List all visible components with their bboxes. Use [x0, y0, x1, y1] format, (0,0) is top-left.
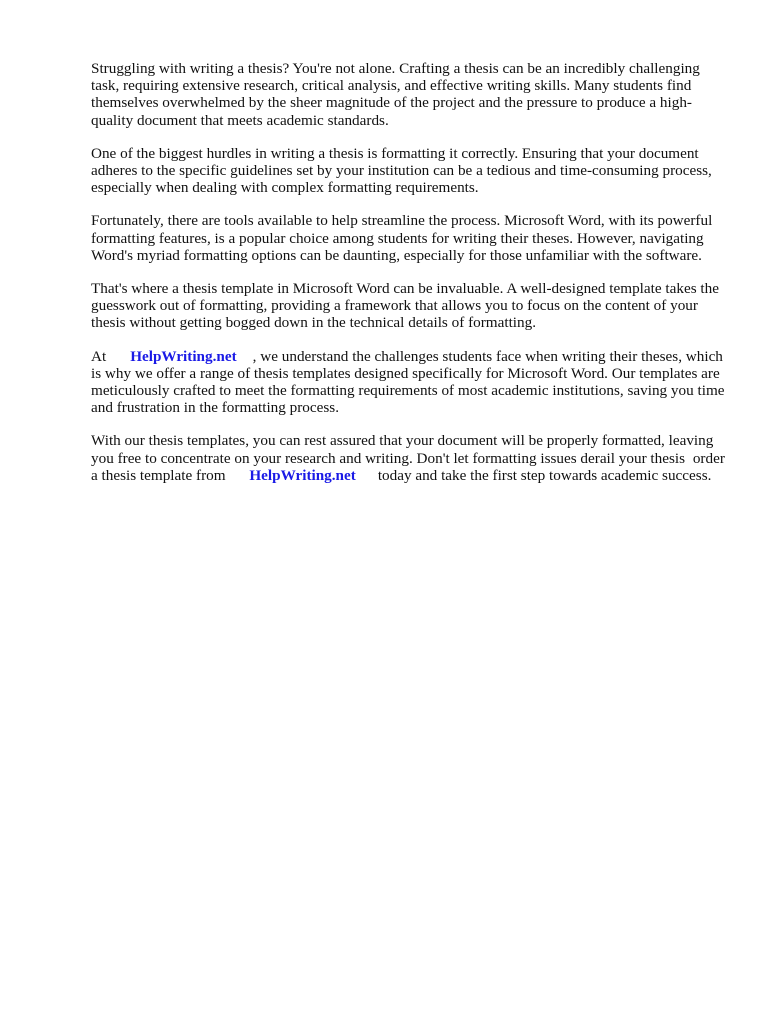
document-page [91, 60, 731, 500]
paragraph-call-to-action [91, 432, 731, 484]
cta-text-part1: With our thesis templates, you can rest assured that your document will be properly formatted, leaving you free to concentrate on your research and writing. Don't let formatting issues derail your thesis [91, 432, 714, 467]
paragraph-formatting-hurdles: One of the biggest hurdles in writing a thesis is formatting it correctly. Ensuring that your document adheres to the specific guidelines set by your institution can be a tedious and time-consuming process, especially when dealing with complex formatting requirements. [91, 144, 712, 197]
cta-text-part3: today and take the first step towards academic success. [377, 466, 712, 484]
paragraph-microsoft-word: Fortunately, there are tools available to help streamline the process. Microsoft Word, with its powerful formatting features, is a popular choice among students for writing their theses. However, navigating Word's myriad formatting options can be daunting, especially for those unfamiliar with the software. [91, 212, 713, 264]
paragraph-template-value: That's where a thesis template in Microsoft Word can be invaluable. A well-designed template takes the guesswork out of formatting, providing a framework that allows you to focus on the content of your thesis without getting bogged down in the technical details of formatting. [91, 280, 719, 332]
paragraph-helpwriting-offer [91, 348, 731, 417]
paragraph-body-text: , we understand the challenges students face when writing their theses, which is why we offer a range of thesis templates designed specifically for Microsoft Word. Our templates are meticulously crafted to meet the formatting requirements of most academic institutions, saving you time and frustration in the formatting process. [91, 347, 725, 417]
helpwriting-link[interactable]: HelpWriting.net [130, 347, 237, 365]
paragraph-intro: Struggling with writing a thesis? You're not alone. Crafting a thesis can be an incredibly challenging task, requiring extensive research, critical analysis, and effective writing skills. Many students find themselves overwhelmed by the sheer magnitude of the project and the pressure to produce a high-quality document that meets academic standards. [91, 60, 700, 129]
cta-text-part2: order a thesis template from [91, 449, 725, 484]
paragraph-prefix-text: At [91, 347, 107, 365]
helpwriting-link-cta[interactable]: HelpWriting.net [249, 466, 356, 484]
